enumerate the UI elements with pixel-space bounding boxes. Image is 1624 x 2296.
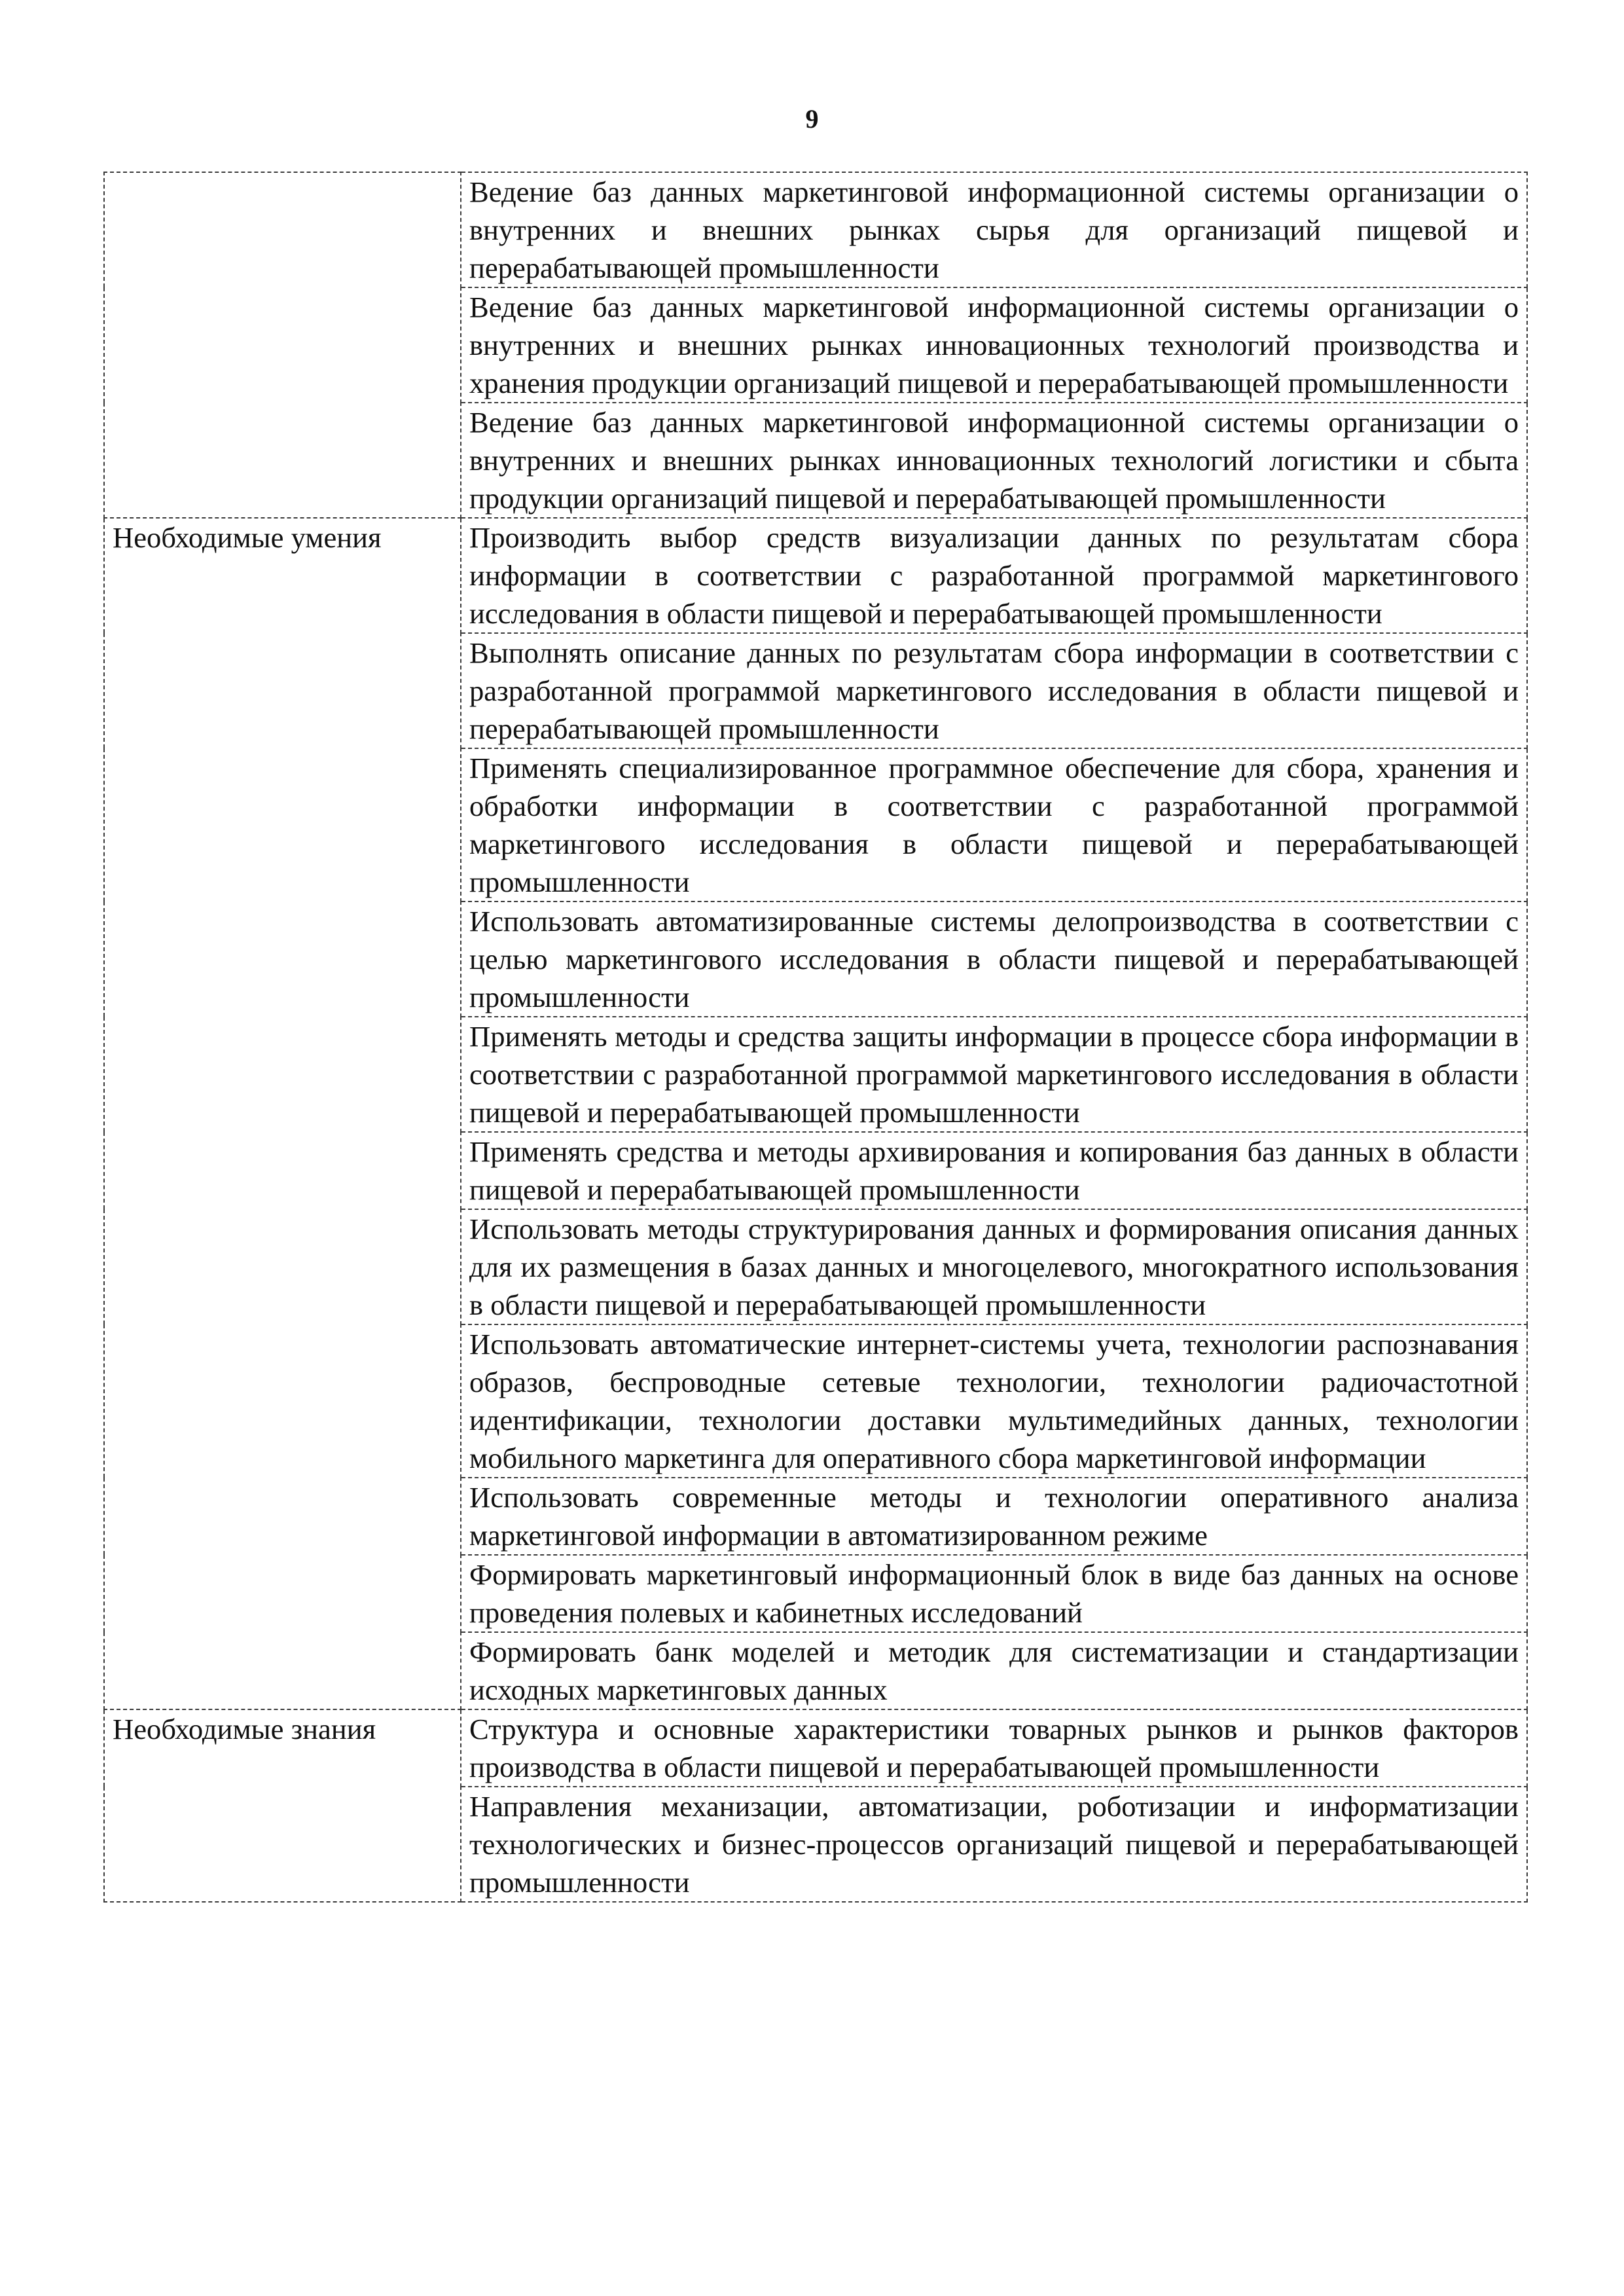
requirement-text: Использовать автоматические интернет-системы учета, технологии распознавания образов, беспроводные сетевые технологии, технологии радиочастотной идентификации, технологии доставки мультимедийных данных, технологии мобильного маркетинга для оперативного сбора маркетинговой информации — [461, 1324, 1527, 1478]
requirement-text: Применять методы и средства защиты информации в процессе сбора информации в соответствии с разработанной программой маркетингового исследования в области пищевой и перерабатывающей промышленности — [461, 1017, 1527, 1132]
requirement-text: Выполнять описание данных по результатам сбора информации в соответствии с разработанной программой маркетингового исследования в области пищевой и перерабатывающей промышленности — [461, 633, 1527, 748]
requirement-text: Производить выбор средств визуализации данных по результатам сбора информации в соответствии с разработанной программой маркетингового исследования в области пищевой и перерабатывающей промышленности — [461, 518, 1527, 633]
section-label — [104, 172, 461, 518]
table-body — [104, 172, 1527, 1902]
requirement-text: Применять специализированное программное обеспечение для сбора, хранения и обработки информации в соответствии с разработанной программой маркетингового исследования в области пищевой и перерабатывающей промышленности — [461, 748, 1527, 902]
table-row — [104, 172, 1527, 287]
page-number: 9 — [805, 104, 819, 134]
table-row — [104, 1709, 1527, 1787]
requirement-text: Формировать маркетинговый информационный блок в виде баз данных на основе проведения полевых и кабинетных исследований — [461, 1555, 1527, 1632]
requirement-text: Использовать методы структурирования данных и формирования описания данных для их размещения в базах данных и многоцелевого, многократного использования в области пищевой и перерабатывающей промышленности — [461, 1209, 1527, 1324]
requirement-text: Структура и основные характеристики товарных рынков и рынков факторов производства в области пищевой и перерабатывающей промышленности — [461, 1709, 1527, 1787]
section-label: Необходимые умения — [104, 518, 461, 1709]
requirement-text: Использовать современные методы и технологии оперативного анализа маркетинговой информации в автоматизированном режиме — [461, 1478, 1527, 1555]
table-row — [104, 518, 1527, 633]
section-label: Необходимые знания — [104, 1709, 461, 1902]
requirement-text: Ведение баз данных маркетинговой информационной системы организации о внутренних и внешних рынках инновационных технологий логистики и сбыта продукции организаций пищевой и перерабатывающей промышленности — [461, 403, 1527, 518]
requirements-table — [103, 172, 1528, 1903]
requirement-text: Ведение баз данных маркетинговой информационной системы организации о внутренних и внешних рынках сырья для организаций пищевой и перерабатывающей промышленности — [461, 172, 1527, 287]
requirement-text: Использовать автоматизированные системы делопроизводства в соответствии с целью маркетингового исследования в области пищевой и перерабатывающей промышленности — [461, 902, 1527, 1017]
requirement-text: Применять средства и методы архивирования и копирования баз данных в области пищевой и перерабатывающей промышленности — [461, 1132, 1527, 1209]
requirement-text: Ведение баз данных маркетинговой информационной системы организации о внутренних и внешних рынках инновационных технологий производства и хранения продукции организаций пищевой и перерабатывающей промышленности — [461, 287, 1527, 403]
requirement-text: Направления механизации, автоматизации, роботизации и информатизации технологических и бизнес-процессов организаций пищевой и перерабатывающей промышленности — [461, 1787, 1527, 1902]
requirement-text: Формировать банк моделей и методик для систематизации и стандартизации исходных маркетинговых данных — [461, 1632, 1527, 1709]
